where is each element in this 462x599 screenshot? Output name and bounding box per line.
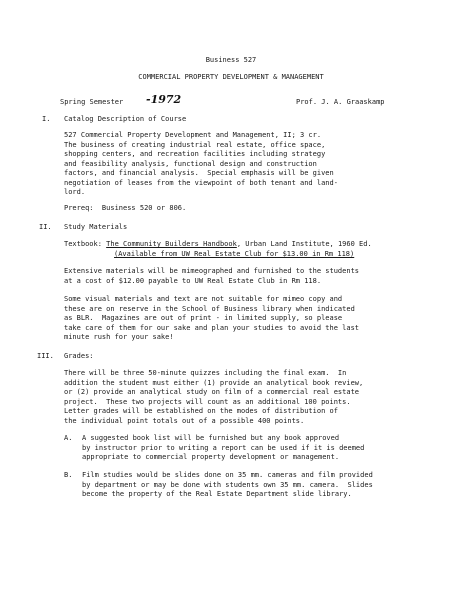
reserve-line: as BLR. Magazines are out of print - in limited supply, so please (64, 314, 343, 322)
section-1-numeral: I. (42, 115, 51, 123)
reserve-line: these are on reserve in the School of Business library when indicated (64, 304, 355, 313)
item-a-line: appropriate to commercial property development or management. (82, 453, 340, 461)
reserve-line: take care of them for our sake and plan your studies to avoid the last (64, 323, 360, 332)
catalog-line: shopping centers, and recreation facilities including strategy (64, 150, 326, 158)
catalog-line: and feasibility analysis, functional design and construction (64, 159, 317, 168)
semester-label: Spring Semester (60, 98, 124, 106)
materials-line: at a cost of $12.00 payable to UW Real Estate Club in Rm 118. (64, 276, 322, 285)
grades-line: addition the student must either (1) provide an analytical book review, (64, 378, 364, 387)
section-2-heading: Study Materials (64, 223, 128, 231)
professor-name: Prof. J. A. Graaskamp (296, 98, 385, 106)
catalog-line: negotiation of leases from the viewpoint of both tenant and land- (64, 178, 338, 187)
grades-line: There will be three 50-minute quizzes including the final exam. In (64, 369, 347, 377)
reserve-line: Some visual materials and text are not suitable for mimeo copy and (64, 295, 343, 303)
textbook-line (64, 240, 372, 249)
section-3-heading: Grades: (64, 352, 94, 360)
grades-line: Letter grades will be established on the modes of distribution of (64, 407, 338, 415)
section-1-heading: Catalog Description of Course (64, 115, 187, 123)
textbook-label: Textbook: (64, 240, 102, 248)
course-number: Business 527 (205, 56, 257, 64)
section-3-numeral: III. (37, 352, 54, 360)
course-title: COMMERCIAL PROPERTY DEVELOPMENT & MANAGEMENT (138, 73, 324, 81)
textbook-publisher: , Urban Land Institute, 1960 Ed. (236, 240, 372, 248)
item-b-label: B. (64, 471, 73, 479)
item-a-label: A. (64, 434, 73, 442)
item-b-line: by department or may be done with students own 35 mm. camera. Slides (82, 480, 373, 489)
textbook-title: The Community Builders Handbook (106, 240, 237, 248)
section-2-numeral: II. (39, 223, 52, 231)
textbook-availability: (Available from UW Real Estate Club for $13.00 in Rm 118) (114, 250, 355, 258)
catalog-line: The business of creating industrial real estate, office space, (64, 140, 326, 149)
grades-line: the individual point totals out of a possible 400 points. (64, 416, 305, 425)
item-a-line: by instructor prior to writing a report can be used if it is deemed (82, 443, 365, 452)
reserve-line: minute rush for your sake! (64, 333, 174, 341)
catalog-line: factors, and financial analysis. Special emphasis will be given (64, 169, 334, 177)
catalog-line: 527 Commercial Property Development and Management, II; 3 cr. (64, 131, 322, 139)
grades-line: project. These two projects will count as an additional 100 points. (64, 397, 351, 406)
grades-line: or (2) provide an analytical study on film of a commercial real estate (64, 388, 360, 396)
item-a-line: A suggested book list will be furnished but any book approved (82, 434, 340, 442)
materials-line: Extensive materials will be mimeographed and furnished to the students (64, 267, 360, 275)
catalog-line: lord. (64, 188, 86, 196)
item-b-line: Film studies would be slides done on 35 mm. cameras and film provided (82, 471, 373, 479)
handwritten-year: -1972 (146, 93, 182, 106)
prerequisite: Prereq: Business 520 or 806. (64, 204, 187, 212)
item-b-line: become the property of the Real Estate Department slide library. (82, 490, 352, 498)
